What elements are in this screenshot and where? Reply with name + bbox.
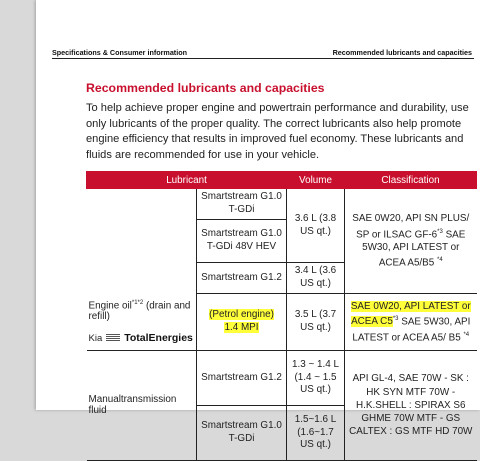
engine-cell: Smartstream G1.2 [197, 263, 287, 294]
kia-totalenergies-logo [89, 332, 195, 344]
engine-cell: Smartstream G1.2 [197, 351, 287, 406]
classification-cell: SAE 0W20, API LATEST or ACEA C5$^{*3}$ SAE 5W30, API LATEST or ACEA A5/ B5 $^{*4}$ [345, 294, 477, 351]
volume-cell: 1.5~1.6 L (1.6~1.7 US qt.) [287, 406, 345, 461]
volume-cell: 3.4 L (3.6 US qt.) [287, 263, 345, 294]
totalenergies-stripes-icon [106, 334, 120, 342]
header-right: Recommended lubricants and capacities [332, 48, 472, 57]
highlighted-classification: SAE 0W20, API LATEST or ACEA C5 [350, 300, 471, 328]
header-left: Specifications & Consumer information [52, 48, 187, 57]
table-row [87, 351, 477, 406]
header-classification: Classification [345, 172, 477, 189]
table-row [87, 189, 477, 220]
header-volume: Volume [287, 172, 345, 189]
classification-cell: API GL-4, SAE 70W - SK : HK SYN MTF 70W - H.K.SHELL : SPIRAX S6 GHME 70W MTF - GS CALTEX : GS MTF HD 70W [345, 351, 477, 461]
kia-logo-text: Kia [88, 332, 103, 344]
table-header-row [87, 172, 477, 189]
lubricants-table [86, 171, 477, 461]
volume-cell: 3.6 L (3.8 US qt.) [287, 189, 345, 263]
volume-cell: 3.5 L (3.7 US qt.) [287, 294, 345, 351]
engine-cell: Smartstream G1.0 T-GDi [197, 189, 287, 220]
engine-oil-label: Engine oil$^{*1*2}$ (drain and refill) [88, 299, 191, 322]
manual-transmission-label: Manualtransmission fluid [87, 351, 197, 461]
section-title: Recommended lubricants and capacities [86, 81, 325, 95]
classification-cell: SAE 0W20, API SN PLUS/ SP or ILSAC GF-6$^{*3}$ SAE 5W30, API LATEST or ACEA A5/B5 $^{*4}$ [345, 189, 477, 294]
volume-cell: 1.3 ~ 1.4 L (1.4 ~ 1.5 US qt.) [287, 351, 345, 406]
engine-cell: Smartstream G1.0 T-GDi 48V HEV [197, 220, 287, 263]
totalenergies-logo-text: TotalEnergies [124, 332, 193, 344]
engine-cell [197, 294, 287, 351]
page-header [52, 48, 472, 57]
highlighted-engine: (Petrol engine) 1.4 MPI [209, 309, 274, 333]
header-lubricant: Lubricant [87, 172, 287, 189]
intro-paragraph: To help achieve proper engine and powertrain performance and durability, use only lubricants of the proper quality. The correct lubricants also help promote engine efficiency that results in improved fuel economy. These lubricants and fluids are recommended for use in your vehicle. [86, 102, 469, 161]
header-divider [52, 58, 474, 59]
engine-cell: Smartstream G1.0 T-GDi [197, 406, 287, 461]
engine-oil-cell [87, 189, 197, 351]
